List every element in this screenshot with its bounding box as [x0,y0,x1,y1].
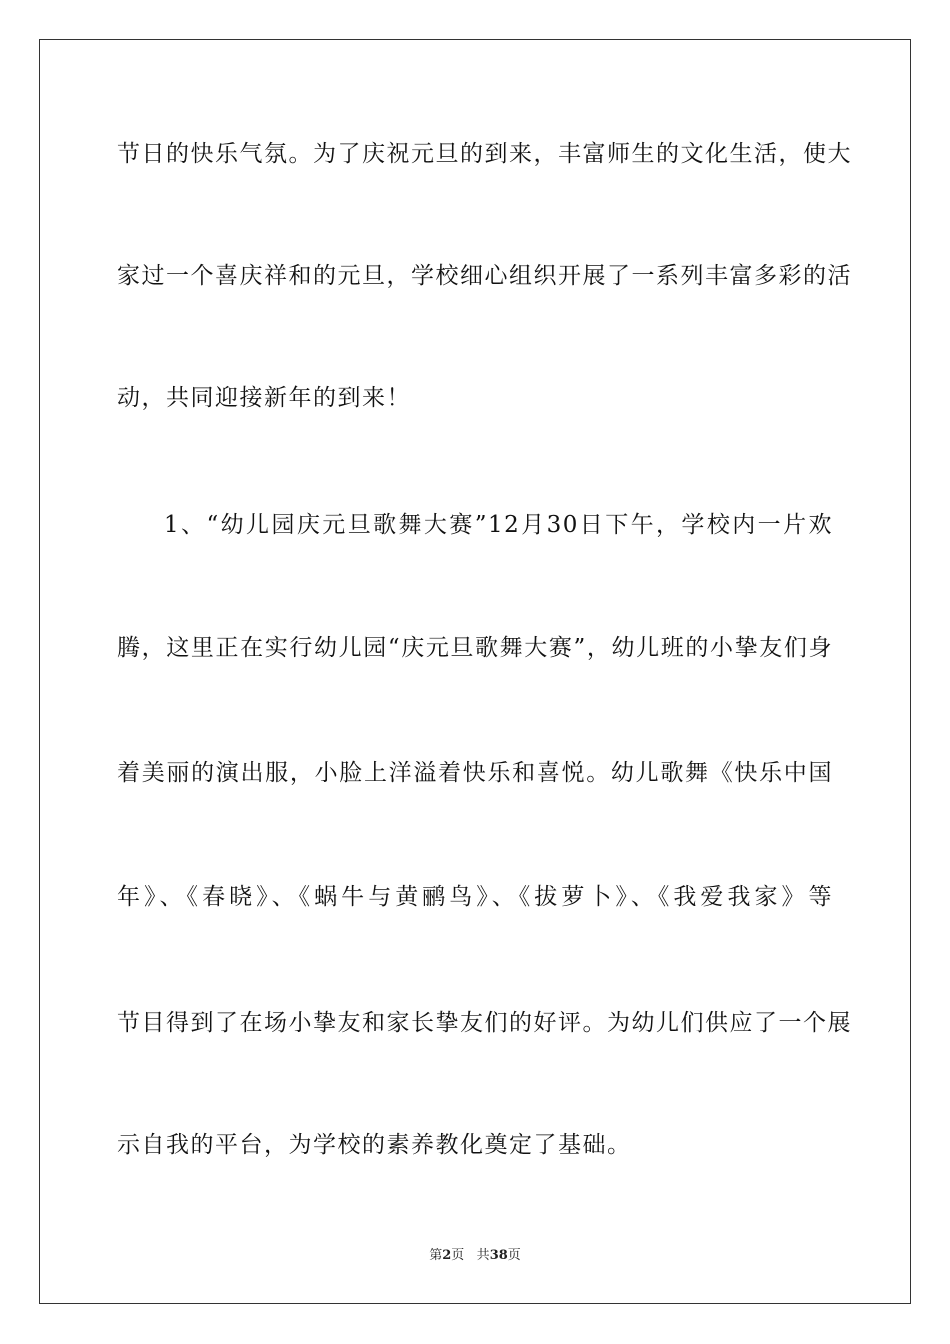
footer-page-prefix: 第 [429,1248,443,1263]
footer-total-pages: 38 [489,1248,508,1263]
page-footer [0,1247,950,1265]
paragraph-line-5: 腾，这里正在实行幼儿园“庆元旦歌舞大赛”，幼儿班的小挚友们身 [117,635,833,661]
paragraph-line-9: 示自我的平台，为学校的素养教化奠定了基础。 [117,1132,632,1158]
footer-page-suffix: 页 [451,1248,465,1263]
paragraph-line-3: 动，共同迎接新年的到来！ [117,385,411,411]
paragraph-line-6: 着美丽的演出服，小脸上洋溢着快乐和喜悦。幼儿歌舞《快乐中国 [117,760,833,786]
paragraph-line-4: 1、“幼儿园庆元旦歌舞大赛”12月30日下午，学校内一片欢 [164,512,833,538]
footer-page-number: 2 [442,1248,452,1263]
paragraph-line-2: 家过一个喜庆祥和的元旦，学校细心组织开展了一系列丰富多彩的活 [117,263,852,289]
paragraph-line-1: 节日的快乐气氛。为了庆祝元旦的到来，丰富师生的文化生活，使大 [117,141,852,167]
footer-total-prefix: 共 [476,1248,490,1263]
paragraph-line-7: 年》、《春晓》、《蜗牛与黄鹂鸟》、《拔萝卜》、《我爱我家》等 [117,884,833,910]
page-border [39,39,911,1304]
footer-total-suffix: 页 [507,1248,521,1263]
paragraph-line-8: 节目得到了在场小挚友和家长挚友们的好评。为幼儿们供应了一个展 [117,1010,852,1036]
